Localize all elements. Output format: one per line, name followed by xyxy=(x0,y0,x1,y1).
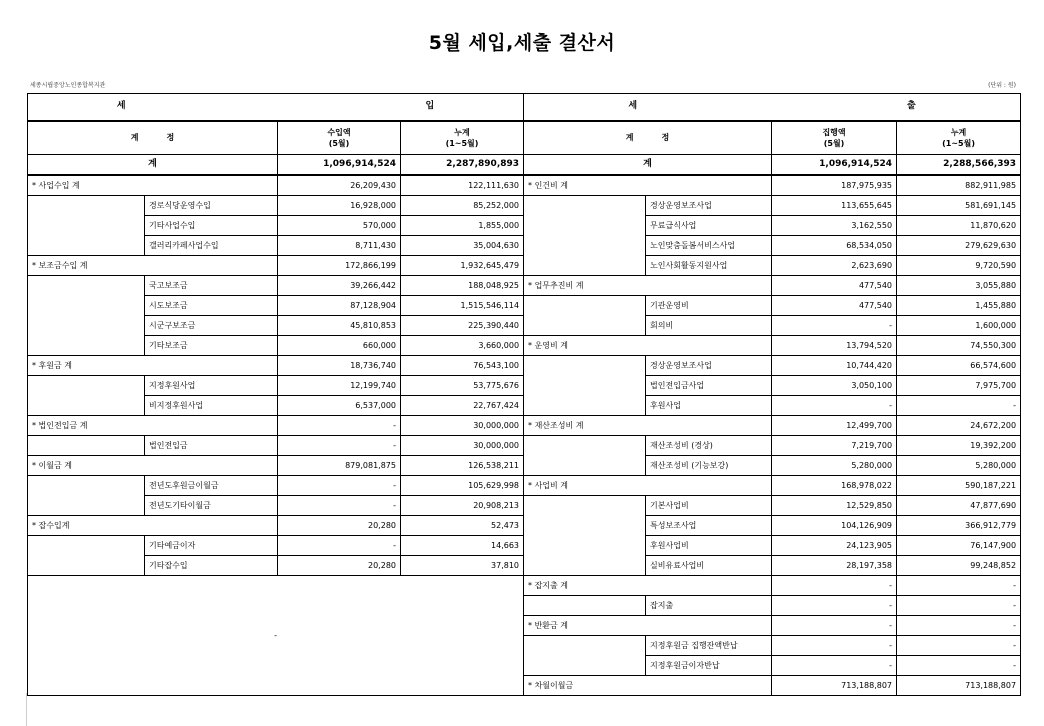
table-row xyxy=(28,276,1021,296)
income-cum-amount: 37,810 xyxy=(401,556,524,576)
income-month-amount: 45,810,853 xyxy=(278,316,401,336)
expense-cum-amount: 590,187,221 xyxy=(897,476,1021,496)
income-item-label: 법인전입금 xyxy=(145,436,278,456)
expense-item-label: 경상운영보조사업 xyxy=(646,196,772,216)
expense-item-label: 회의비 xyxy=(646,316,772,336)
income-month-amount: 18,736,740 xyxy=(278,356,401,376)
income-cum-header-l2: (1~5월) xyxy=(445,138,479,148)
income-cum-amount: 35,004,630 xyxy=(401,236,524,256)
table-row xyxy=(28,476,1021,496)
income-item-label: 경로식당운영수입 xyxy=(145,196,278,216)
expense-group-spacer xyxy=(524,436,646,476)
income-account-b: 정 xyxy=(166,133,175,143)
total-row xyxy=(28,155,1021,176)
page-margin-line xyxy=(26,693,27,726)
income-month-amount: - xyxy=(278,416,401,436)
column-header-row xyxy=(28,121,1021,155)
expense-cum-amount: 24,672,200 xyxy=(897,416,1021,436)
income-cum-amount: 14,663 xyxy=(401,536,524,556)
income-month-amount: 87,128,904 xyxy=(278,296,401,316)
expense-account-b: 정 xyxy=(661,133,670,143)
income-cum-amount: 1,855,000 xyxy=(401,216,524,236)
income-filler xyxy=(28,576,524,696)
expense-cum-amount: 3,055,880 xyxy=(897,276,1021,296)
income-cum-amount: 1,932,645,479 xyxy=(401,256,524,276)
income-item-label: 시군구보조금 xyxy=(145,316,278,336)
expense-month-amount: 68,534,050 xyxy=(772,236,897,256)
income-cum-amount: 126,538,211 xyxy=(401,456,524,476)
income-item-label: 기타잡수입 xyxy=(145,556,278,576)
expense-cum-amount: 19,392,200 xyxy=(897,436,1021,456)
income-group-spacer xyxy=(28,276,145,356)
income-month-amount: 6,537,000 xyxy=(278,396,401,416)
income-item-label: 기타예금이자 xyxy=(145,536,278,556)
expense-month-amount: - xyxy=(772,616,897,636)
expense-cum-amount: 279,629,630 xyxy=(897,236,1021,256)
income-month-amount: 570,000 xyxy=(278,216,401,236)
expense-cum-amount: 99,248,852 xyxy=(897,556,1021,576)
table-row xyxy=(28,296,1021,316)
table-row xyxy=(28,576,1021,596)
income-month-amount: 12,199,740 xyxy=(278,376,401,396)
income-cum-amount: 22,767,424 xyxy=(401,396,524,416)
income-item-label: 지정후원사업 xyxy=(145,376,278,396)
expense-item-label: 재산조성비 (기능보강) xyxy=(646,456,772,476)
expense-month-amount: - xyxy=(772,636,897,656)
income-cum-amount: 76,543,100 xyxy=(401,356,524,376)
expense-month-amount: 28,197,358 xyxy=(772,556,897,576)
expense-item-label: 경상운영보조사업 xyxy=(646,356,772,376)
expense-cum-amount: 76,147,900 xyxy=(897,536,1021,556)
table-row xyxy=(28,196,1021,216)
expense-month-amount: - xyxy=(772,656,897,676)
expense-month-amount: 12,529,850 xyxy=(772,496,897,516)
expense-month-amount: 13,794,520 xyxy=(772,336,897,356)
income-category-label: * 잡수입계 xyxy=(28,516,278,536)
expense-month-amount: 12,499,700 xyxy=(772,416,897,436)
expense-item-label: 노인맞춤돌봄서비스사업 xyxy=(646,236,772,256)
income-item-label: 국고보조금 xyxy=(145,276,278,296)
expense-group-spacer xyxy=(524,496,646,576)
expense-group-spacer xyxy=(524,296,646,336)
income-month-amount: - xyxy=(278,436,401,456)
expense-month-amount: 477,540 xyxy=(772,296,897,316)
expense-title-a: 세 xyxy=(628,101,638,112)
expense-cum-amount: 5,280,000 xyxy=(897,456,1021,476)
table-row xyxy=(28,336,1021,356)
expense-cum-amount: - xyxy=(897,596,1021,616)
income-cum-amount: 122,111,630 xyxy=(401,175,524,196)
income-cum-amount: 53,775,676 xyxy=(401,376,524,396)
income-cum-header xyxy=(401,121,524,155)
expense-cum-amount: - xyxy=(897,576,1021,596)
expense-cum-header-l2: (1~5월) xyxy=(942,138,975,148)
income-category-label: * 사업수입 계 xyxy=(28,175,278,196)
expense-title-b: 출 xyxy=(907,101,916,112)
income-cum-amount: 52,473 xyxy=(401,516,524,536)
income-cum-amount: 30,000,000 xyxy=(401,416,524,436)
income-group-spacer xyxy=(28,476,145,516)
expense-total-month: 1,096,914,524 xyxy=(772,155,897,176)
income-category-label: * 후원금 계 xyxy=(28,356,278,376)
table-row xyxy=(28,175,1021,196)
expense-cum-amount: 66,574,600 xyxy=(897,356,1021,376)
income-total-month: 1,096,914,524 xyxy=(278,155,401,176)
expense-month-amount: 3,162,550 xyxy=(772,216,897,236)
expense-item-label: 법인전입금사업 xyxy=(646,376,772,396)
income-month-amount: 16,928,000 xyxy=(278,196,401,216)
income-month-amount: 26,209,430 xyxy=(278,175,401,196)
income-month-amount: 172,866,199 xyxy=(278,256,401,276)
unit-note: (단위 : 원) xyxy=(988,82,1016,89)
income-title-b: 입 xyxy=(425,101,435,112)
expense-month-header-l1: 집행액 xyxy=(822,127,846,137)
table-row xyxy=(28,416,1021,436)
expense-month-amount: - xyxy=(772,576,897,596)
expense-cum-amount: 9,720,590 xyxy=(897,256,1021,276)
expense-item-label: 무료급식사업 xyxy=(646,216,772,236)
income-month-amount: 8,711,430 xyxy=(278,236,401,256)
income-month-amount: - xyxy=(278,536,401,556)
expense-item-label: 잡지출 xyxy=(646,596,772,616)
income-cum-amount: 225,390,440 xyxy=(401,316,524,336)
income-item-label: 전년도기타이월금 xyxy=(145,496,278,516)
income-cum-header-l1: 누계 xyxy=(454,127,470,137)
expense-cum-amount: 882,911,985 xyxy=(897,175,1021,196)
expense-month-header-l2: (5월) xyxy=(823,138,845,148)
expense-item-label: 특성보조사업 xyxy=(646,516,772,536)
expense-group-spacer xyxy=(524,636,646,676)
expense-cum-amount: 1,455,880 xyxy=(897,296,1021,316)
expense-item-label: 실비유료사업비 xyxy=(646,556,772,576)
expense-month-amount: 713,188,807 xyxy=(772,676,897,696)
table-row xyxy=(28,356,1021,376)
expense-cum-amount: 713,188,807 xyxy=(897,676,1021,696)
income-cum-amount: 1,515,546,114 xyxy=(401,296,524,316)
income-cum-amount: 85,252,000 xyxy=(401,196,524,216)
expense-cum-amount: - xyxy=(897,656,1021,676)
expense-item-label: 지정후원금 집행잔액반납 xyxy=(646,636,772,656)
expense-cum-amount: 74,550,300 xyxy=(897,336,1021,356)
table-row xyxy=(28,496,1021,516)
expense-month-amount: 3,050,100 xyxy=(772,376,897,396)
expense-account-a: 계 xyxy=(625,133,634,143)
expense-category-label: * 업무추진비 계 xyxy=(524,276,772,296)
income-group-spacer xyxy=(28,196,145,256)
income-item-label: 시도보조금 xyxy=(145,296,278,316)
expense-item-label: 재산조성비 (경상) xyxy=(646,436,772,456)
section-title-row xyxy=(28,94,1021,121)
income-month-header-l2: (5월) xyxy=(328,138,350,148)
expense-cum-amount: 11,870,620 xyxy=(897,216,1021,236)
income-cum-amount: 105,629,998 xyxy=(401,476,524,496)
income-month-amount: 20,280 xyxy=(278,556,401,576)
expense-month-amount: 5,280,000 xyxy=(772,456,897,476)
expense-category-label: * 인건비 계 xyxy=(524,175,772,196)
expense-category-label: * 잡지출 계 xyxy=(524,576,772,596)
expense-month-header xyxy=(772,121,897,155)
expense-category-label: * 차월이월금 xyxy=(524,676,772,696)
expense-month-amount: 7,219,700 xyxy=(772,436,897,456)
table-row xyxy=(28,436,1021,456)
expense-cum-amount: - xyxy=(897,616,1021,636)
expense-month-amount: 104,126,909 xyxy=(772,516,897,536)
expense-item-label: 후원사업 xyxy=(646,396,772,416)
expense-month-amount: 477,540 xyxy=(772,276,897,296)
expense-month-amount: - xyxy=(772,396,897,416)
income-category-label: * 이월금 계 xyxy=(28,456,278,476)
expense-category-label: * 운영비 계 xyxy=(524,336,772,356)
income-month-amount: 39,266,442 xyxy=(278,276,401,296)
income-category-label: * 법인전입금 계 xyxy=(28,416,278,436)
expense-month-amount: 24,123,905 xyxy=(772,536,897,556)
expense-month-amount: 187,975,935 xyxy=(772,175,897,196)
expense-month-amount: 2,623,690 xyxy=(772,256,897,276)
expense-month-amount: 113,655,645 xyxy=(772,196,897,216)
income-section-title xyxy=(28,94,524,121)
expense-cum-amount: - xyxy=(897,396,1021,416)
expense-month-amount: 10,744,420 xyxy=(772,356,897,376)
income-item-label: 기타사업수입 xyxy=(145,216,278,236)
income-cum-amount: 30,000,000 xyxy=(401,436,524,456)
expense-cum-header xyxy=(897,121,1021,155)
expense-cum-amount: 7,975,700 xyxy=(897,376,1021,396)
expense-item-label: 노인사회활동지원사업 xyxy=(646,256,772,276)
income-month-header-l1: 수입액 xyxy=(327,127,351,137)
expense-section-title xyxy=(524,94,1021,121)
expense-cum-amount: 581,691,145 xyxy=(897,196,1021,216)
expense-category-label: * 사업비 계 xyxy=(524,476,772,496)
income-month-amount: 879,081,875 xyxy=(278,456,401,476)
income-month-amount: 20,280 xyxy=(278,516,401,536)
settlement-table-body xyxy=(28,94,1021,696)
expense-total-label: 계 xyxy=(524,155,772,176)
expense-item-label: 기관운영비 xyxy=(646,296,772,316)
document-title: 5월 세입,세출 결산서 xyxy=(428,32,616,54)
settlement-table xyxy=(27,93,1021,696)
expense-category-label: * 재산조성비 계 xyxy=(524,416,772,436)
income-month-amount: 660,000 xyxy=(278,336,401,356)
expense-total-cum: 2,288,566,393 xyxy=(897,155,1021,176)
income-item-label: 기타보조금 xyxy=(145,336,278,356)
expense-item-label: 지정후원금이자반납 xyxy=(646,656,772,676)
income-month-header xyxy=(278,121,401,155)
expense-cum-amount: - xyxy=(897,636,1021,656)
income-filler-dash: - xyxy=(274,631,277,640)
income-title-a: 세 xyxy=(116,101,126,112)
income-group-spacer xyxy=(28,376,145,416)
income-total-label: 계 xyxy=(28,155,278,176)
income-group-spacer xyxy=(28,436,145,456)
expense-account-header xyxy=(524,121,772,155)
expense-cum-header-l1: 누계 xyxy=(950,127,967,137)
expense-group-spacer xyxy=(524,356,646,416)
income-month-amount: - xyxy=(278,496,401,516)
expense-category-label: * 반환금 계 xyxy=(524,616,772,636)
income-cum-amount: 20,908,213 xyxy=(401,496,524,516)
expense-group-spacer xyxy=(524,596,646,616)
income-account-header xyxy=(28,121,278,155)
organization-name: 세종시립중앙노인종합복지관 xyxy=(30,82,106,89)
expense-item-label: 후원사업비 xyxy=(646,536,772,556)
income-cum-amount: 3,660,000 xyxy=(401,336,524,356)
expense-cum-amount: 1,600,000 xyxy=(897,316,1021,336)
income-item-label: 비지정후원사업 xyxy=(145,396,278,416)
expense-month-amount: - xyxy=(772,596,897,616)
expense-item-label: 기본사업비 xyxy=(646,496,772,516)
income-cum-amount: 188,048,925 xyxy=(401,276,524,296)
income-item-label: 갤러리카페사업수입 xyxy=(145,236,278,256)
expense-cum-amount: 366,912,779 xyxy=(897,516,1021,536)
income-category-label: * 보조금수입 계 xyxy=(28,256,278,276)
expense-month-amount: 168,978,022 xyxy=(772,476,897,496)
income-account-a: 계 xyxy=(130,133,139,143)
income-total-cum: 2,287,890,893 xyxy=(401,155,524,176)
income-item-label: 전년도후원금이월금 xyxy=(145,476,278,496)
income-group-spacer xyxy=(28,536,145,576)
expense-cum-amount: 47,877,690 xyxy=(897,496,1021,516)
income-month-amount: - xyxy=(278,476,401,496)
expense-month-amount: - xyxy=(772,316,897,336)
expense-group-spacer xyxy=(524,196,646,276)
